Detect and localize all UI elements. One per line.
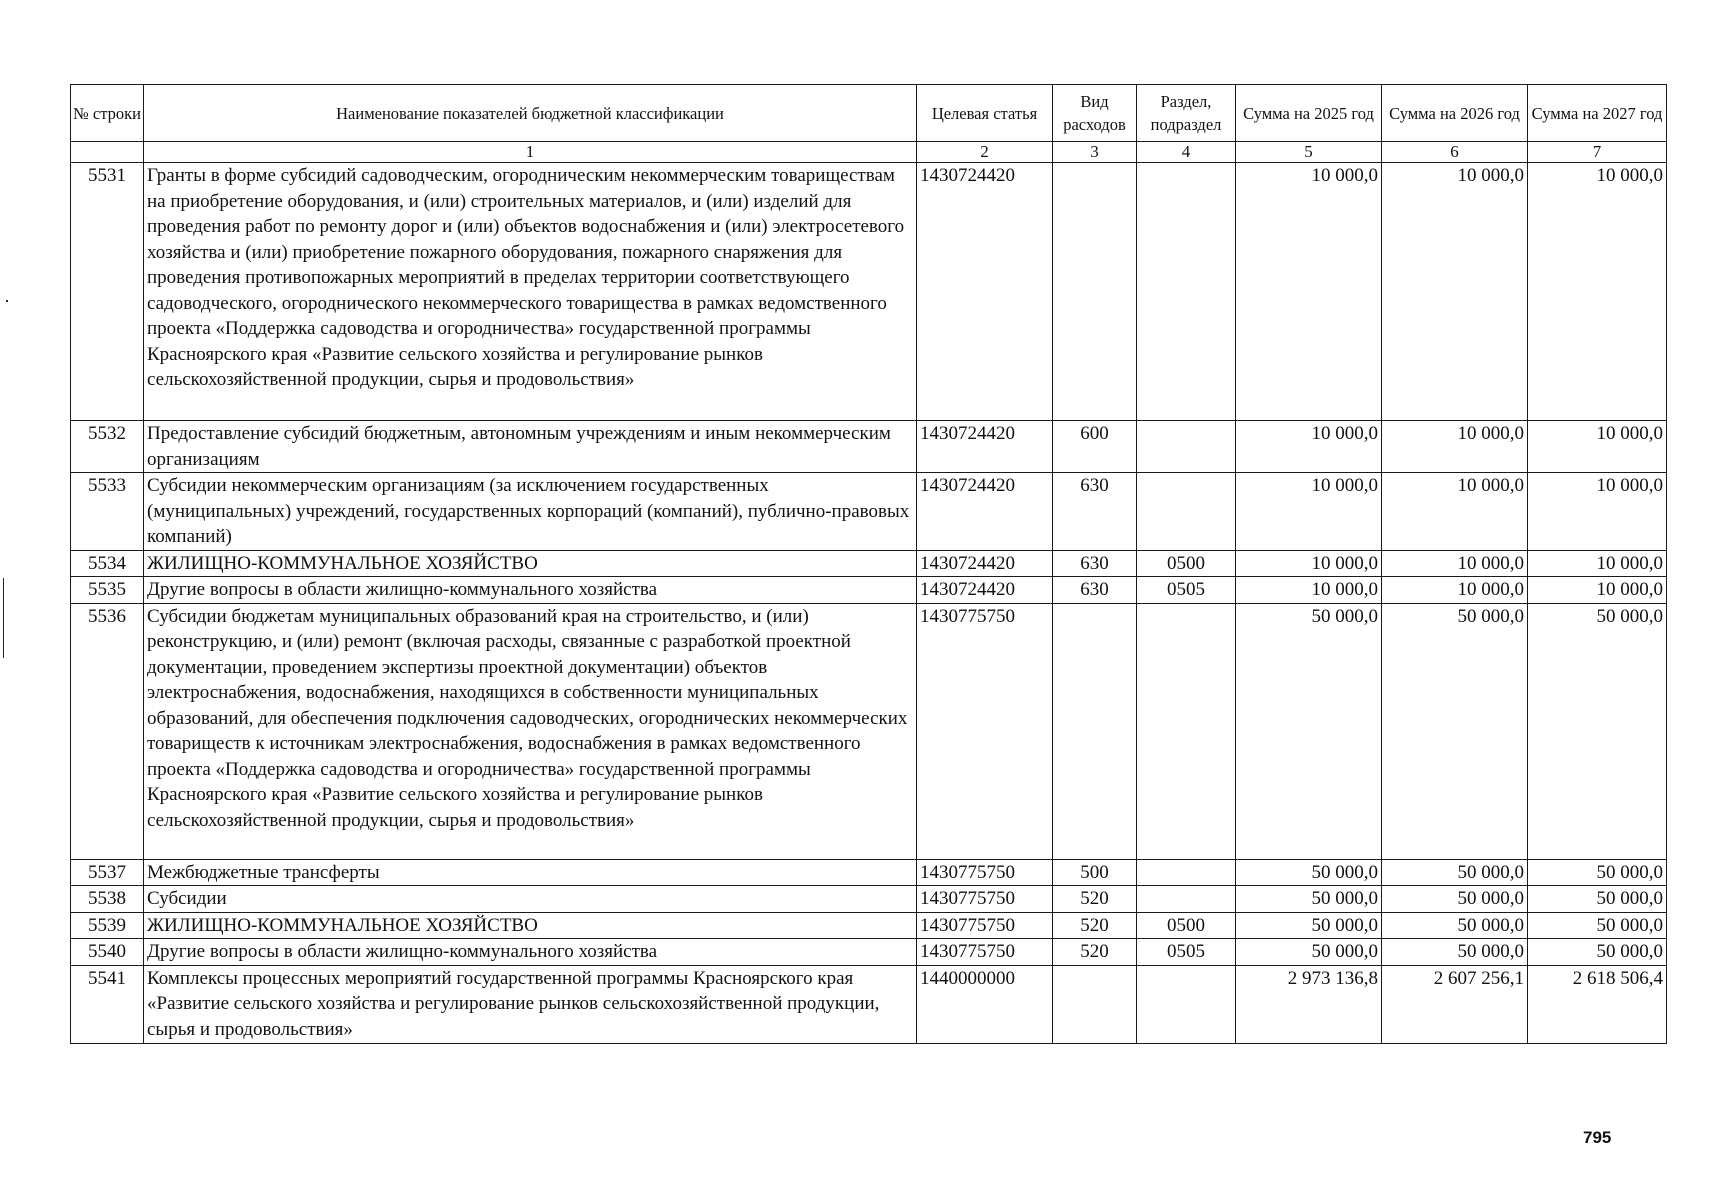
table-row bbox=[71, 965, 1667, 1043]
row-name: Другие вопросы в области жилищно-коммунального хозяйства bbox=[144, 939, 917, 966]
row-expense-type: 520 bbox=[1053, 912, 1137, 939]
scan-mark bbox=[3, 578, 4, 658]
row-sum-2025: 10 000,0 bbox=[1236, 550, 1382, 577]
row-number: 5531 bbox=[71, 163, 144, 421]
row-expense-type: 630 bbox=[1053, 473, 1137, 551]
row-sum-2026: 2 607 256,1 bbox=[1382, 965, 1528, 1043]
row-section bbox=[1137, 965, 1236, 1043]
row-target: 1430775750 bbox=[917, 939, 1053, 966]
row-sum-2026: 10 000,0 bbox=[1382, 550, 1528, 577]
row-sum-2027: 50 000,0 bbox=[1528, 886, 1667, 913]
row-target: 1430724420 bbox=[917, 421, 1053, 473]
table-row bbox=[71, 603, 1667, 859]
row-sum-2027: 10 000,0 bbox=[1528, 421, 1667, 473]
row-name: ЖИЛИЩНО-КОММУНАЛЬНОЕ ХОЗЯЙСТВО bbox=[144, 550, 917, 577]
budget-table bbox=[70, 84, 1667, 1044]
row-expense-type: 600 bbox=[1053, 421, 1137, 473]
column-number: 7 bbox=[1528, 142, 1667, 163]
row-expense-type: 520 bbox=[1053, 939, 1137, 966]
row-sum-2025: 10 000,0 bbox=[1236, 421, 1382, 473]
row-target: 1430724420 bbox=[917, 473, 1053, 551]
page-number: 795 bbox=[1583, 1128, 1612, 1147]
header-expense-type: Вид расходов bbox=[1053, 85, 1137, 142]
row-number: 5535 bbox=[71, 577, 144, 604]
row-number: 5536 bbox=[71, 603, 144, 859]
table-row bbox=[71, 473, 1667, 551]
row-sum-2027: 50 000,0 bbox=[1528, 859, 1667, 886]
row-section: 0505 bbox=[1137, 939, 1236, 966]
row-sum-2025: 50 000,0 bbox=[1236, 939, 1382, 966]
header-sum-2025: Сумма на 2025 год bbox=[1236, 85, 1382, 142]
row-sum-2025: 10 000,0 bbox=[1236, 163, 1382, 421]
row-sum-2027: 10 000,0 bbox=[1528, 550, 1667, 577]
row-section bbox=[1137, 886, 1236, 913]
row-sum-2027: 50 000,0 bbox=[1528, 912, 1667, 939]
row-target: 1440000000 bbox=[917, 965, 1053, 1043]
table-row bbox=[71, 939, 1667, 966]
row-expense-type bbox=[1053, 603, 1137, 859]
row-number: 5537 bbox=[71, 859, 144, 886]
row-name: ЖИЛИЩНО-КОММУНАЛЬНОЕ ХОЗЯЙСТВО bbox=[144, 912, 917, 939]
row-sum-2026: 50 000,0 bbox=[1382, 886, 1528, 913]
row-section: 0500 bbox=[1137, 550, 1236, 577]
row-number: 5539 bbox=[71, 912, 144, 939]
column-number-blank bbox=[71, 142, 144, 163]
row-expense-type: 500 bbox=[1053, 859, 1137, 886]
row-sum-2027: 50 000,0 bbox=[1528, 603, 1667, 859]
row-sum-2026: 50 000,0 bbox=[1382, 859, 1528, 886]
row-target: 1430724420 bbox=[917, 577, 1053, 604]
row-target: 1430724420 bbox=[917, 163, 1053, 421]
row-section bbox=[1137, 603, 1236, 859]
table-row bbox=[71, 163, 1667, 421]
row-name: Другие вопросы в области жилищно-коммунального хозяйства bbox=[144, 577, 917, 604]
header-target: Целевая статья bbox=[917, 85, 1053, 142]
row-sum-2027: 10 000,0 bbox=[1528, 577, 1667, 604]
row-section bbox=[1137, 421, 1236, 473]
row-name: Субсидии бюджетам муниципальных образований края на строительство, и (или) реконструкцию, и (или) ремонт (включая расходы, связанные с разработкой проектной документации, проведением экспертизы проектной документации) объектов электроснабжения, водоснабжения, находящихся в собственности муниципальных образований, для обеспечения подключения садоводческих, огороднических некоммерческих товариществ к источникам электроснабжения, водоснабжения в рамках ведомственного проекта «Поддержка садоводства и огородничества» государственной программы Красноярского края «Развитие сельского хозяйства и регулирование рынков сельскохозяйственной продукции, сырья и продовольствия» bbox=[144, 603, 917, 859]
header-sum-2027: Сумма на 2027 год bbox=[1528, 85, 1667, 142]
scan-mark bbox=[6, 300, 8, 302]
row-sum-2026: 50 000,0 bbox=[1382, 912, 1528, 939]
row-name: Межбюджетные трансферты bbox=[144, 859, 917, 886]
row-target: 1430724420 bbox=[917, 550, 1053, 577]
header-section: Раздел, подраздел bbox=[1137, 85, 1236, 142]
row-sum-2025: 50 000,0 bbox=[1236, 886, 1382, 913]
header-sum-2026: Сумма на 2026 год bbox=[1382, 85, 1528, 142]
row-section bbox=[1137, 859, 1236, 886]
row-sum-2025: 10 000,0 bbox=[1236, 577, 1382, 604]
row-expense-type bbox=[1053, 163, 1137, 421]
row-sum-2026: 10 000,0 bbox=[1382, 473, 1528, 551]
row-sum-2026: 10 000,0 bbox=[1382, 421, 1528, 473]
row-name: Предоставление субсидий бюджетным, автономным учреждениям и иным некоммерческим организациям bbox=[144, 421, 917, 473]
row-name: Субсидии некоммерческим организациям (за исключением государственных (муниципальных) учреждений, государственных корпораций (компаний), публично-правовых компаний) bbox=[144, 473, 917, 551]
row-target: 1430775750 bbox=[917, 859, 1053, 886]
column-number: 5 bbox=[1236, 142, 1382, 163]
row-sum-2027: 10 000,0 bbox=[1528, 473, 1667, 551]
column-number-row bbox=[71, 142, 1667, 163]
table-row bbox=[71, 859, 1667, 886]
row-sum-2025: 2 973 136,8 bbox=[1236, 965, 1382, 1043]
table-row bbox=[71, 886, 1667, 913]
row-section bbox=[1137, 163, 1236, 421]
table-row bbox=[71, 421, 1667, 473]
row-sum-2025: 50 000,0 bbox=[1236, 912, 1382, 939]
row-section bbox=[1137, 473, 1236, 551]
row-number: 5540 bbox=[71, 939, 144, 966]
row-sum-2027: 50 000,0 bbox=[1528, 939, 1667, 966]
row-sum-2025: 50 000,0 bbox=[1236, 603, 1382, 859]
row-number: 5532 bbox=[71, 421, 144, 473]
row-sum-2025: 50 000,0 bbox=[1236, 859, 1382, 886]
column-number: 1 bbox=[144, 142, 917, 163]
row-number: 5538 bbox=[71, 886, 144, 913]
table-row bbox=[71, 577, 1667, 604]
table-row bbox=[71, 912, 1667, 939]
row-sum-2027: 10 000,0 bbox=[1528, 163, 1667, 421]
row-number: 5534 bbox=[71, 550, 144, 577]
header-row bbox=[71, 85, 1667, 142]
column-number: 4 bbox=[1137, 142, 1236, 163]
row-expense-type: 630 bbox=[1053, 577, 1137, 604]
row-sum-2026: 50 000,0 bbox=[1382, 939, 1528, 966]
row-sum-2027: 2 618 506,4 bbox=[1528, 965, 1667, 1043]
row-expense-type bbox=[1053, 965, 1137, 1043]
row-target: 1430775750 bbox=[917, 603, 1053, 859]
column-number: 6 bbox=[1382, 142, 1528, 163]
row-expense-type: 630 bbox=[1053, 550, 1137, 577]
column-number: 3 bbox=[1053, 142, 1137, 163]
row-section: 0505 bbox=[1137, 577, 1236, 604]
row-name: Субсидии bbox=[144, 886, 917, 913]
row-target: 1430775750 bbox=[917, 886, 1053, 913]
column-number: 2 bbox=[917, 142, 1053, 163]
row-sum-2025: 10 000,0 bbox=[1236, 473, 1382, 551]
header-name: Наименование показателей бюджетной классификации bbox=[144, 85, 917, 142]
row-number: 5533 bbox=[71, 473, 144, 551]
table-row bbox=[71, 550, 1667, 577]
row-target: 1430775750 bbox=[917, 912, 1053, 939]
row-name: Гранты в форме субсидий садоводческим, огородническим некоммерческим товариществам на приобретение оборудования, и (или) строительных материалов, и (или) изделий для проведения работ по ремонту дорог и (или) объектов водоснабжения и (или) электросетевого хозяйства и (или) приобретение пожарного оборудования, пожарного снаряжения для проведения противопожарных мероприятий в пределах территории соответствующего садоводческого, огороднического некоммерческого товарищества в рамках ведомственного проекта «Поддержка садоводства и огородничества» государственной программы Красноярского края «Развитие сельского хозяйства и регулирование рынков сельскохозяйственной продукции, сырья и продовольствия» bbox=[144, 163, 917, 421]
row-section: 0500 bbox=[1137, 912, 1236, 939]
row-sum-2026: 10 000,0 bbox=[1382, 163, 1528, 421]
row-sum-2026: 50 000,0 bbox=[1382, 603, 1528, 859]
row-name: Комплексы процессных мероприятий государственной программы Красноярского края «Развитие сельского хозяйства и регулирование рынков сельскохозяйственной продукции, сырья и продовольствия» bbox=[144, 965, 917, 1043]
header-row-no: № строки bbox=[71, 85, 144, 142]
row-expense-type: 520 bbox=[1053, 886, 1137, 913]
row-sum-2026: 10 000,0 bbox=[1382, 577, 1528, 604]
row-number: 5541 bbox=[71, 965, 144, 1043]
